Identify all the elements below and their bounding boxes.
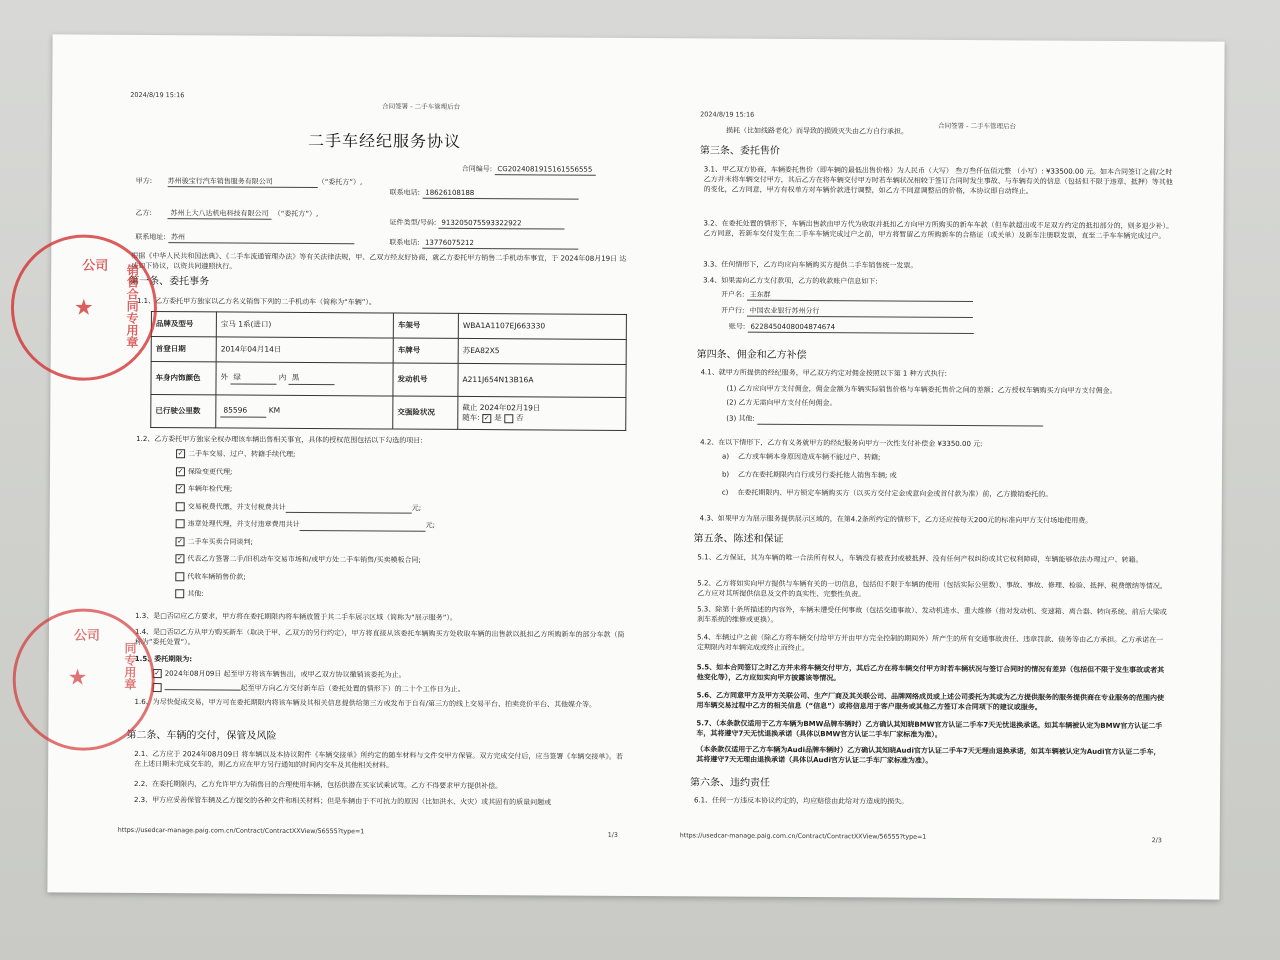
color-outer: 绿: [230, 373, 276, 384]
plate-key: 车牌号: [393, 338, 458, 363]
seal-top-text: 销售合同专用章: [124, 263, 140, 348]
party-a-label: 甲方:: [135, 176, 153, 186]
clause-4-2: 4.2、在以下情形下，乙方有义务就甲方的经纪服务向甲方一次性支付补偿金 ¥3350.00 元:: [700, 438, 983, 449]
contract-no-label: 合同编号:: [461, 164, 493, 174]
option-checkbox[interactable]: ✓: [177, 449, 184, 458]
km-value: [216, 395, 393, 429]
km-key: 已行驶公里数: [151, 395, 216, 428]
contract-no: CG2024081915161556555: [494, 165, 595, 176]
bank-label: 开户行:: [720, 306, 745, 315]
insurance-value: [458, 396, 626, 430]
footer-url-2[interactable]: https://usedcar-manage.paig.com.cn/Contract/ContractXXView/56555?type=1: [679, 832, 927, 841]
section-6-title: 第六条、违约责任: [690, 777, 771, 789]
clause-5-7b: （本条款仅适用于乙方车辆为Audi品牌车辆时）乙方确认其知晓Audi官方认证二手车7天无理由退换承诺，如其车辆被认定为Audi官方认证二手车，其将遵守7天无理由退换承诺（具体以Audi官方认证二手车厂家标准为准）。: [696, 745, 1161, 765]
header-date: 2024/8/19 15:16: [130, 90, 185, 100]
option-label: 交易税费代缴，并支付税费共计: [187, 502, 286, 511]
clause-5-6: 5.6、乙方同意甲方及甲方关联公司、生产厂商及其关联公司、品牌网络成员或上述公司委托为其或为乙方提供服务的服务提供商在专业服务的范围内使用车辆交易过程中乙方的相关信息（“信息”）或将信息用于客户服务或其他乙方签订本合同项下的建议或服务。: [696, 691, 1165, 712]
period-b-text: 起至甲方向乙方交付新车后（委托处置的情形下）的二十个工作日为止。: [240, 684, 465, 694]
clause-4-1: 4.1、就甲方所提供的经纪服务，甲乙双方约定对佣金按照以下第 1 种方式执行:: [700, 368, 948, 378]
clause-5-3: 5.3、除第十条所描述的内容外，车辆未遭受任何事故（包括交通事故）、发动机进水、重大维修（指对发动机、变速箱、离合器、转向系统、前后大梁或刹车系统的维修或更换）。: [697, 605, 1167, 625]
color-value: [216, 362, 393, 396]
section-2-title: 第二条、车辆的交付，保管及风险: [126, 729, 277, 742]
km-unit: KM: [268, 406, 281, 416]
clause-6-1: 6.1、任何一方违反本协议约定的，均应赔偿由此给对方造成的损失。: [693, 796, 909, 806]
option-label: 二手车交易、过户、转籍手续代理;: [188, 449, 296, 459]
acct-holder: 王东群: [747, 291, 973, 303]
option-checkbox[interactable]: ✓: [177, 466, 184, 475]
clause-3-4: 3.4、如果需向乙方支付款项，乙方的收款账户信息如下:: [703, 276, 878, 286]
color-inner-label: 内: [278, 373, 287, 383]
insurance-yes-label: 是: [494, 413, 502, 423]
clause-4-1-1: (1) 乙方应向甲方支付佣金，佣金金额为车辆实际销售价格与车辆委托售价之间的差额；乙方授权车辆购买方向甲方支付佣金。: [726, 384, 1117, 395]
bank: 中国农业银行苏州分行: [747, 307, 973, 319]
company-seal-top: [11, 234, 158, 381]
engine-value: A211J654N13B16A: [458, 363, 626, 397]
footer-page: 1/3: [607, 831, 618, 839]
clause-5-2: 5.2、乙方将如实向甲方提供与车辆有关的一切信息，包括但不限于车辆的使用（包括实际公里数）、事故、事故、修理、检验、抵押、税费缴纳等情况。乙方应对其所提供信息及文件的真实性、完整性负责。: [697, 579, 1167, 599]
option-checkbox[interactable]: [175, 572, 184, 581]
clause-3-3: 3.3、任何情形下，乙方均应向车辆购买方提供二手车销售统一发票。: [703, 260, 918, 270]
brand-key: 品牌及型号: [151, 312, 216, 337]
option-label: 代表乙方签署二手/旧机动车交易市场和/或甲方处二手车销售/买卖模板合同;: [187, 554, 421, 565]
seal-star-icon-2: ★: [67, 665, 88, 691]
clause-1-5: 1.5、委托期限为:: [134, 654, 193, 664]
insurance-no-checkbox[interactable]: [504, 414, 513, 423]
vehicle-table: [150, 311, 627, 431]
party-b-cert: 913205075593322922: [438, 219, 564, 230]
clause-1-4: 1.4、是□否☑乙方从甲方购买新车（取决于甲、乙双方的另行约定），甲方将直接从该委托车辆购买方处收取车辆的出售款以抵扣乙方所购新车的部分车款（简称为“委托处置”）。: [134, 627, 625, 647]
insurance-yes-checkbox[interactable]: ✓: [483, 413, 490, 422]
vin-key: 车架号: [393, 313, 458, 338]
clause-2-1: 2.1、乙方应于 2024年08月09日 将车辆以及本协议附件《车辆交接单》所约定的随车材料与文件交甲方保管。双方完成交付后，应当签署《车辆交接单》。若在上述日期未完成交车的，则乙方应在甲方另行通知的时间内交车及其他相关材料。: [134, 749, 623, 770]
cert-label: 证件类型/号码:: [389, 218, 437, 227]
footer-page-2: 2/3: [1151, 837, 1162, 845]
option-label: 车辆年检代理;: [187, 484, 233, 494]
engine-key: 发动机号: [393, 363, 458, 396]
party-a-name: 苏州骏宝行汽车销售服务有限公司: [168, 177, 318, 188]
clause-2-2: 2.2、在委托期限内，乙方允许甲方为销售目的合理使用车辆，包括供潜在买家试乘试驾。乙方不得要求甲方提供补偿。: [134, 779, 503, 791]
party-b-role: （“委托方”）,: [273, 209, 319, 219]
seal-bottom-text: 同专用章: [122, 641, 138, 690]
header-date-2: 2024/8/19 15:16: [700, 110, 755, 119]
clause-5-4: 5.4、车辆过户之前（除乙方将车辆交付给甲方并由甲方完全控制的期间外）所产生的所有交通事故责任、违章罚款、债务等由乙方承担。乙方承诺在一定期限内对车辆完成或终止而终止。: [696, 633, 1164, 653]
clause-4-3: 4.3、如果甲方为展示服务提供展示区域的，在第4.2条所约定的情形下，乙方还应按每天200元的标准向甲方支付场地使用费。: [699, 514, 1093, 525]
party-b-phone-label: 联系电话:: [389, 238, 420, 247]
clause-4-1-2: (2) 乙方无需向甲方支付任何佣金。: [726, 398, 837, 408]
option-label: 保险变更代理;: [187, 467, 233, 476]
clause-5-5: 5.5、如本合同签订之时乙方并未将车辆交付甲方，其后乙方在将车辆交付甲方时若车辆状况与签订合同时的情况有差异（包括但不限于发生事故或者其他变化等），乙方应如实向甲方披露该等情况。: [696, 663, 1165, 683]
color-inner: 黑: [289, 373, 335, 384]
color-key: 车身内饰颜色: [151, 362, 216, 395]
acct-no: 6228450408004874674: [747, 323, 973, 335]
intro-paragraph: 根据《中华人民共和国法典》、《二手车流通管理办法》等有关法律法规，甲、乙双方经友好协商，就乙方委托甲方销售二手机动车事宜，于 2024年08月19日 达成如下协议，以资共同遵照执行。: [131, 251, 627, 271]
option-checkbox[interactable]: [176, 502, 185, 511]
insurance-date: 截止 2024年02月19日: [462, 402, 541, 413]
authorization-options: [175, 449, 616, 609]
option-checkbox[interactable]: ✓: [177, 484, 184, 493]
contract-sheet: [47, 34, 1224, 899]
insurance-no-label: 否: [516, 413, 524, 423]
clause-3-1: 3.1、甲乙双方协商，车辆委托售价（即车辆的最低出售价格）为人民币（大写） 叁万叁仟伍佰元整 （小写）: ¥33500.00 元。如本合同签订之前/之时乙方并未将车辆交付甲方，其后乙方在将车辆交付甲方时若车辆状况相较于签订合同时发生事故、与车辆有关的信息（包括但不限于违章、抵押）等其他的变化，乙方同意，甲方有权单方对车辆价款进行调整，如乙方不同意调整后的价格，本协议即自动终止。: [703, 165, 1173, 196]
seal-bottom-arc: 公司: [73, 628, 101, 644]
page-1: [47, 34, 638, 896]
clause-4-1-3: (3) 其他:: [726, 414, 755, 423]
clause-5-7: 5.7、（本条款仅适用于乙方车辆为BMW品牌车辆时）乙方确认其知晓BMW官方认证二手车7天无忧退换承诺。如其车辆被认定为BMW官方认证二手车，其将遵守7天无忧退换承诺（具体以BMW官方认证二手车厂家标准为准）。: [696, 719, 1163, 740]
option-label: 二手车买卖合同谈判;: [187, 537, 253, 546]
acct-no-label: 账号:: [728, 322, 746, 331]
option-checkbox[interactable]: ✓: [176, 554, 183, 563]
header-title: 合同签署 - 二手车管理后台: [382, 102, 461, 111]
clause-4-2b: 乙方在委托期限内自行或另行委托他人销售车辆; 或: [738, 470, 897, 480]
address: 苏州: [168, 233, 354, 245]
page-title: 二手车经纪服务协议: [307, 130, 462, 151]
party-a-phone: 18626108188: [422, 189, 578, 200]
address-label: 联系地址:: [135, 232, 166, 242]
option-checkbox[interactable]: [175, 589, 184, 598]
page-2: 2024/8/19 15:16 合同签署 - 二手车管理后台 损耗（比如线路老化）而导致的损毁灭失由乙方自行承担。 第三条、委托售价 3.1、甲乙双方协商，车辆委托售价（即车辆的最低出售价格）为人民币（大写） 叁万叁仟伍佰元整 （小写）: ¥33500.00 元。如本合同签订之前/之时乙方并未将车辆交付甲方，其后乙方在将车辆交付甲方时若车辆状况相较于签订合同时发生事故、与车辆有关的信息（包括但不限于违章、抵押）等其他的变化，乙方同意，甲方有权单方对车辆价款进行调整，如乙方不同意调整后的价格，本协议即自动终止。 3.2、在委托处置的情形下，车辆出售款由甲方代为收取并抵扣乙方向甲方所购买的新车车款（但车款超出或不足双方约定的抵扣部分的，则多退少补）。乙方同意，若新车交付发生在二手车车辆完成过户之前，甲方将暂留乙方所购新车的合格证（或关单）及新车注册联发票，直至二手车车辆完成过户。 3.3、任何情形下，乙方均应向车辆购买方提供二手车销售统一发票。 3.4、如果需向乙方支付款项，乙方的收款账户信息如下: 开户名: 王东群 开户行: 中国农业银行苏州分行 账号: 6228450408004874674 第四条、佣金和乙方补偿 4.1、就甲方所提供的经纪服务，甲乙双方约定对佣金按照以下第 1 种方式执行: (1) 乙方应向甲方支付佣金，佣金金额为车辆实际销售价格与车辆委托售价之间的差额；乙方授权车辆购买方向甲方支付佣金。 (2) 乙方无需向甲方支付任何佣金。 (3) 其他: 4.2、在以下情形下，乙方有义务就甲方的经纪服务向甲方一次性支付补偿金 ¥3350.00 元: a) 乙方或车辆本身原因造成车辆不能过户、转籍; b) 乙方在委托期限内自行或另行委托他人销售车辆; 或 c) 在委托期限内、甲方锁定车辆购买方（以买方交付定金或意向金或首付款为准）前，乙方撤销委托的。 4.3、如果甲方为展示服务提供展示区域的，在第4.2条所约定的情形下，乙方还应按每天200元的标准向甲方支付场地使用费。 第五条、陈述和保证 5.1、乙方保证，其为车辆的唯一合法所有权人，车辆没有被查封或被抵押、没有任何产权纠纷或其它权利障碍，车辆能够依法办理过户、转籍。 5.2、乙方将如实向甲方提供与车辆有关的一切信息，包括但不限于车辆的使用（包括实际公里数）、事故、事故、修理、检验、抵押、税费缴纳等情况。乙方应对其所提供信息及文件的真实性、完整性负责。 5.3、除第十条所描述的内容外，车辆未遭受任何事故（包括交通事故）、发动机进水、重大维修（指对发动机、变速箱、离合器、转向系统、前后大梁或刹车系统的维修或更换）。 5.4、车辆过户之前（除乙方将车辆交付给甲方并由甲方完全控制的期间外）所产生的所有交通事故责任、违章罚款、债务等由乙方承担。乙方承诺在一定期限内对车辆完成或终止而终止。 5.5、如本合同签订之时乙方并未将车辆交付甲方，其后乙方在将车辆交付甲方时若车辆状况与签订合同时的情况有差异（包括但不限于发生事故或者其他变化等），乙方应如实向甲方披露该等情况。 5.6、乙方同意甲方及甲方关联公司、生产厂商及其关联公司、品牌网络成员或上述公司委托为其或为乙方提供服务的服务提供商在专业服务的范围内使用车辆交易过程中乙方的相关信息（“信息”）或将信息用于客户服务或其他乙方签订本合同项下的建议或服务。 5.7、（本条款仅适用于乙方车辆为BMW品牌车辆时）乙方确认其知晓BMW官方认证二手车7天无忧退换承诺。如其车辆被认定为BMW官方认证二手车，其将遵守7天无忧退换承诺（具体以BMW官方认证二手车厂家标准为准）。 （本条款仅适用于乙方车辆为Audi品牌车辆时）乙方确认其知晓Audi官方认证二手车7天无理由退换承诺，如其车辆被认定为Audi官方认证二手车，其将遵守7天无理由退换承诺（具体以Audi官方认证二手车厂家标准为准）。 第六条、违约责任 6.1、任何一方违反本协议约定的，均应赔偿由此给对方造成的损失。 https://usedcar-manage.paig.com.cn/Contract/ContractXXView/56555?type=1 2/3: [679, 110, 1174, 845]
header-title-2: 合同签署 - 二手车管理后台: [938, 121, 1017, 131]
option-checkbox[interactable]: [176, 519, 185, 528]
plate-value: 苏EA82X5: [458, 338, 626, 364]
insurance-key: 交强险状况: [393, 396, 458, 429]
vin-value: WBA1A1107EJ663330: [458, 313, 626, 339]
option-label: 违章处理代理，并支付违章费用共计: [187, 519, 300, 529]
authorization-option: [175, 589, 615, 609]
clause-1-3: 1.3、是□否☑应乙方要求，甲方将在委托期限内将车辆放置于其二手车展示区域（简称为“展示服务”）。: [135, 611, 457, 622]
party-b-label: 乙方:: [135, 208, 152, 218]
clause-1-1: 1.1、乙方委托甲方独家以乙方名义销售下列的二手机动车（简称为“车辆”）。: [136, 296, 376, 307]
section-3-title: 第三条、委托售价: [699, 145, 780, 157]
clause-4-2a: 乙方或车辆本身原因造成车辆不能过户、转籍;: [737, 452, 881, 462]
section-4-title: 第四条、佣金和乙方补偿: [696, 349, 807, 362]
seal-star-icon: ★: [73, 295, 94, 321]
period-a-checkbox[interactable]: ✓: [154, 669, 161, 678]
reg-date-value: 2014年04月14日: [216, 337, 393, 363]
party-b-name: 苏州上大八达机电科技有限公司: [168, 209, 272, 220]
clause-1-6: 1.6、为尽快促成交易，甲方可在委托期限内将该车辆及其相关信息提供给第三方或发布于自有/第三方的线上交易平台、拍卖竞价平台、其他媒介等。: [134, 697, 597, 709]
option-label: 其他:: [187, 589, 204, 598]
reg-date-key: 首登日期: [151, 337, 216, 362]
clause-4-2c: 在委托期限内、甲方锁定车辆购买方（以买方交付定金或意向金或首付款为准）前，乙方撤销委托的。: [737, 488, 1053, 499]
brand-value: 宝马 1系(进口): [216, 312, 393, 338]
clause-5-1: 5.1、乙方保证，其为车辆的唯一合法所有权人，车辆没有被查封或被抵押、没有任何产权纠纷或其它权利障碍，车辆能够依法办理过户、转籍。: [697, 553, 1143, 565]
km-number: 85596: [220, 406, 266, 417]
company-seal-bottom: [12, 608, 155, 751]
clause-3-2: 3.2、在委托处置的情形下，车辆出售款由甲方代为收取并抵扣乙方向甲方所购买的新车车款（但车款超出或不足双方约定的抵扣部分的，则多退少补）。乙方同意，若新车交付发生在二手车车辆完成过户之前，甲方将暂留乙方所购新车的合格证（或关单）及新车注册联发票，直至二手车车辆完成过户。: [703, 219, 1174, 241]
option-suffix: 元;: [411, 503, 422, 512]
party-a-role: （“委托方”）,: [317, 178, 363, 187]
section-1-title: 第一条、委托事务: [129, 275, 210, 288]
footer-url[interactable]: https://usedcar-manage.paig.com.cn/Contract/ContractXXView/56555?type=1: [117, 826, 365, 836]
party-a-phone-label: 联系电话:: [389, 188, 421, 197]
option-suffix: 元;: [425, 521, 436, 530]
clause-1-2: 1.2、乙方委托甲方独家全权办理该车辆出售相关事宜，具体的授权范围包括以下勾选的项目:: [136, 434, 423, 445]
period-a-text: 2024年08月09日 起至甲方将该车辆售出，或甲乙双方协议撤销该委托为止。: [164, 669, 406, 680]
option-label: 代收车辆销售价款;: [187, 572, 246, 581]
continuation-text: 损耗（比如线路老化）而导致的损毁灭失由乙方自行承担。: [726, 126, 909, 136]
seal-top-arc: 公司: [82, 258, 109, 274]
acct-holder-label: 开户名:: [721, 290, 745, 299]
section-5-title: 第五条、陈述和保证: [693, 533, 784, 545]
color-outer-label: 外: [220, 372, 229, 382]
party-b-phone: 13776075212: [422, 239, 578, 250]
option-checkbox[interactable]: ✓: [177, 536, 184, 545]
insurance-follow: 随车:: [462, 412, 480, 423]
clause-2-3: 2.3、甲方应妥善保管车辆及乙方提交的各种文件和相关材料；但是车辆由于不可抗力的原因（比如洪水、火灾）或其固有的质量问题或: [133, 795, 552, 807]
